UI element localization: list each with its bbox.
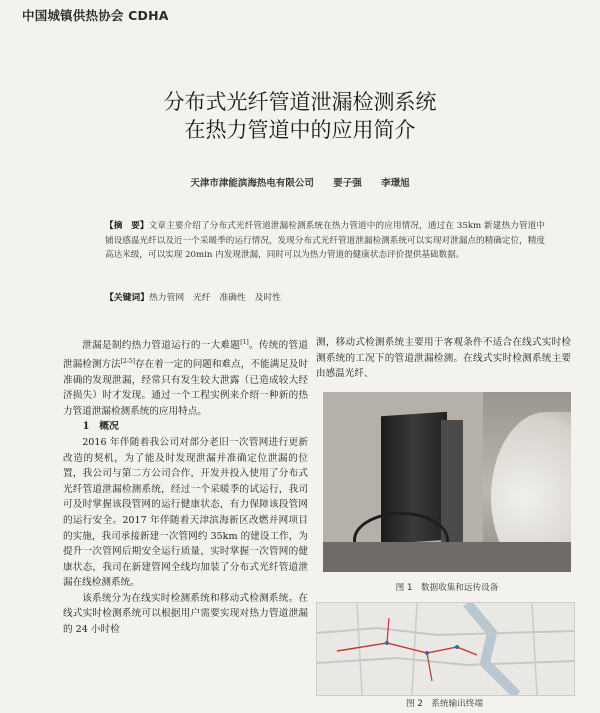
map-graphic [317, 603, 574, 695]
author-line [0, 175, 600, 189]
body-paragraph: 测，移动式检测系统主要用于客观条件不适合在线式实时检测系统的工况下的管道泄漏检测。在线式实时检测系统主要由感温光纤、 [316, 337, 571, 380]
intro-text: 。传统的管道泄漏检测方法 [63, 340, 309, 370]
keywords-label: 【关键词】 [105, 293, 149, 303]
intro-text: 存在着一定的问题和难点，不能满足及时准确的发现泄漏，经常只有发生较大泄露（已造成较大经济损失）时才发现。通过一个工程实例来介绍一种新的热力管道泄漏检测系统的应用特点。 [63, 358, 309, 417]
body-paragraph: 2016 年伴随着我公司对部分老旧一次管网进行更新改造的契机，为了能及时发现泄漏并准确定位泄漏的位置，我公司与第二方公司合作，开发并投入使用了分布式光纤管道泄漏检测系统，经过一个采暖季的试运行，我司可及时掌握该段管网的运行健康状态，有力保障该段管网的运行安全。2017 年伴随着天津滨海新区改燃并网项目的实施，我司承接新建一次管网约 35km 的建设工作，为提升一次管网后期安全运行质量，实时掌握一次管网的健康状态，我司在新建管网全线均加装了分布式光纤管道泄漏在线检测系统。 [63, 436, 308, 589]
photo-floor [323, 542, 571, 572]
abstract-text: 文章主要介绍了分布式光纤管道泄漏检测系统在热力管道中的应用情况，通过在 35km 新建热力管道中铺设感温光纤以及近一个采暖季的运行情况，发现分布式光纤管道泄漏检测系统可以实现对泄漏点的精确定位，精度高达米级，可以实现 20min 内发现泄漏，同时可以为热力管道的健康状态评价提供基础数据。 [105, 221, 545, 260]
abstract-label: 【摘 要】 [105, 221, 149, 231]
title-line-1: 分布式光纤管道泄漏检测系统 [163, 90, 437, 114]
body-paragraph: 该系统分为在线实时检测系统和移动式检测系统。在线式实时检测系统可以根据用户需要实现对热力管道泄漏的 24 小时检 [63, 592, 308, 636]
figure-1-photo [323, 392, 571, 572]
citation: [1] [240, 339, 249, 346]
journal-header: 中国城镇供热协会 CDHA [22, 8, 169, 23]
citation: [2-5] [120, 357, 136, 365]
keywords [105, 290, 545, 303]
abstract [105, 219, 545, 263]
intro-paragraph [63, 335, 308, 419]
article-title [0, 88, 600, 144]
figure-2-map [316, 602, 575, 696]
author-name: 李璟旭 [381, 178, 410, 189]
affiliation: 天津市津能滨海热电有限公司 [190, 178, 314, 189]
title-line-2: 在热力管道中的应用简介 [184, 118, 416, 142]
figure-2-caption: 图 2 系统输出终端 [406, 699, 483, 709]
left-column [63, 335, 308, 638]
figure-1-caption: 图 1 数据收集和远传设备 [395, 583, 499, 593]
author-name: 要子强 [333, 178, 362, 189]
intro-text: 泄漏是制约热力管道运行的一大难题 [82, 340, 241, 352]
keywords-text: 热力管网 光纤 准确性 及时性 [149, 293, 281, 303]
photo-cabinet-side [441, 420, 463, 542]
right-column [316, 335, 571, 382]
section-heading: 1 概况 [82, 421, 119, 433]
